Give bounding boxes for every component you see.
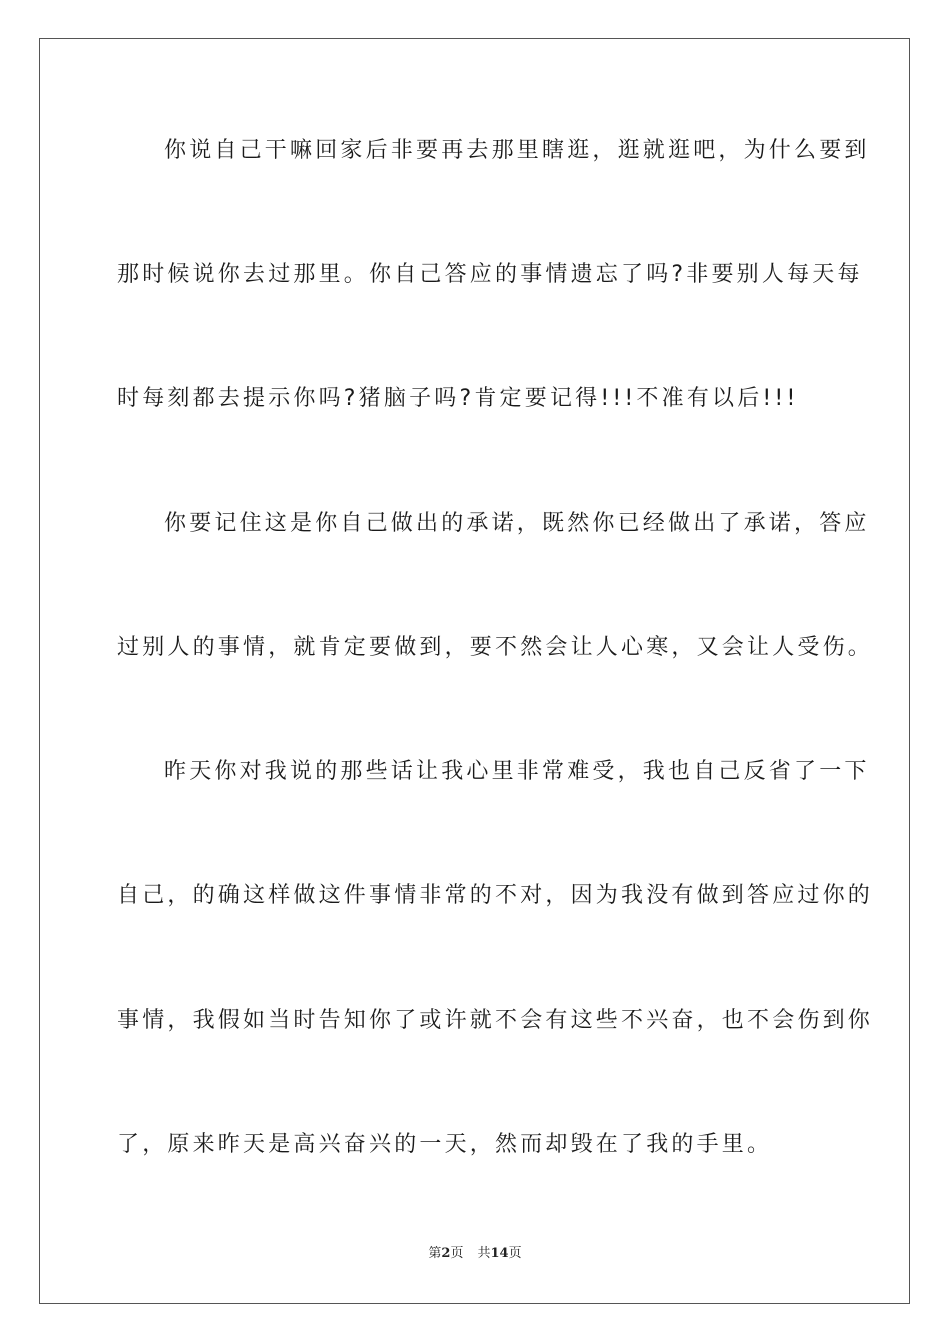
text-line: 时每刻都去提示你吗?猪脑子吗?肯定要记得!!!不准有以后!!! [117, 386, 799, 411]
text-line: 昨天你对我说的那些话让我心里非常难受，我也自己反省了一下 [164, 759, 870, 784]
page-border [39, 38, 910, 1304]
text-line: 了，原来昨天是高兴奋兴的一天，然而却毁在了我的手里。 [117, 1132, 773, 1157]
text-line: 你要记住这是你自己做出的承诺，既然你已经做出了承诺，答应 [164, 511, 870, 536]
page-label-suffix: 页 [450, 1246, 464, 1261]
text-line: 过别人的事情，就肯定要做到，要不然会让人心寒，又会让人受伤。 [117, 635, 874, 660]
text-line: 事情，我假如当时告知你了或许就不会有这些不兴奋，也不会伤到你 [117, 1008, 874, 1033]
total-pages: 14 [490, 1246, 509, 1261]
total-label-suffix: 页 [508, 1246, 522, 1261]
text-line: 那时候说你去过那里。你自己答应的事情遗忘了吗?非要别人每天每 [117, 262, 863, 287]
text-line: 自己，的确这样做这件事情非常的不对，因为我没有做到答应过你的 [117, 883, 874, 908]
page-footer [0, 1245, 950, 1263]
text-line: 你说自己干嘛回家后非要再去那里瞎逛，逛就逛吧，为什么要到 [164, 138, 870, 163]
total-label-prefix: 共 [477, 1246, 491, 1261]
page-label-prefix: 第 [428, 1246, 442, 1261]
page-number: 2 [441, 1246, 451, 1261]
